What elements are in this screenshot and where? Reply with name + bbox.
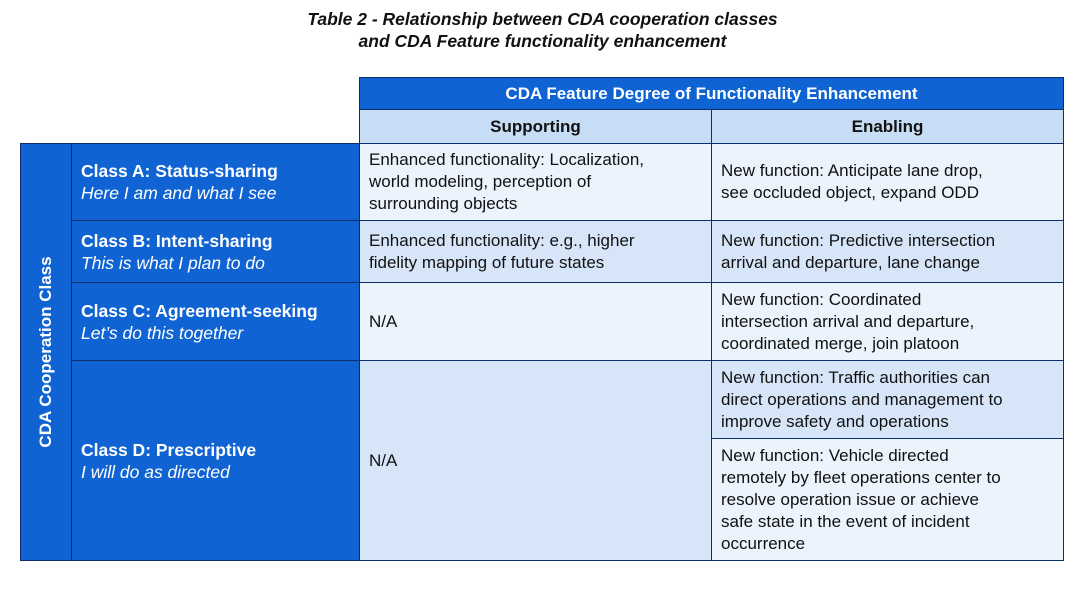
- cell-line: New function: Coordinated: [721, 289, 922, 309]
- caption-line-2: and CDA Feature functionality enhancement: [358, 31, 727, 51]
- sub-header-row: [21, 110, 1064, 144]
- cell-line: fidelity mapping of future states: [369, 252, 605, 272]
- cda-relationship-table: [20, 77, 1064, 561]
- class-b-desc: This is what I plan to do: [81, 252, 265, 273]
- blank-corner-2: [21, 110, 360, 144]
- cell-line: occurrence: [721, 533, 806, 553]
- top-header-row: [21, 78, 1064, 110]
- cell-line: New function: Vehicle directed: [721, 445, 949, 465]
- cell-line: Enhanced functionality: Localization,: [369, 150, 645, 169]
- cell-line: New function: Traffic authorities can: [721, 367, 990, 387]
- class-c-supporting: [360, 283, 712, 361]
- col-header-supporting: Supporting: [360, 110, 712, 144]
- class-a-cell: [72, 144, 360, 221]
- cell-line: world modeling, perception of: [369, 172, 592, 191]
- cell-line: improve safety and operations: [721, 411, 949, 431]
- table-row-class-c: [21, 283, 1064, 361]
- class-b-supporting: [360, 221, 712, 283]
- top-header: CDA Feature Degree of Functionality Enhancement: [360, 78, 1064, 110]
- class-d-name: Class D: Prescriptive: [81, 439, 257, 460]
- caption-line-1: Table 2 - Relationship between CDA cooperation classes: [307, 9, 778, 29]
- class-a-supporting: [360, 144, 712, 221]
- table-row-class-d: [21, 361, 1064, 439]
- cell-line: surrounding objects: [369, 194, 518, 213]
- class-d-cell: [72, 361, 360, 561]
- cell-line: coordinated merge, join platoon: [721, 333, 960, 353]
- cell-line: remotely by fleet operations center to: [721, 467, 1001, 487]
- cell-line: N/A: [369, 311, 398, 331]
- col-header-enabling: Enabling: [712, 110, 1064, 144]
- class-c-cell: [72, 283, 360, 361]
- class-b-name: Class B: Intent-sharing: [81, 230, 273, 251]
- class-d-enabling-1: [712, 361, 1064, 439]
- class-c-name: Class C: Agreement-seeking: [81, 300, 318, 321]
- class-c-desc: Let’s do this together: [81, 322, 244, 343]
- cell-line: arrival and departure, lane change: [721, 252, 980, 272]
- cell-line: safe state in the event of incident: [721, 511, 970, 531]
- table-caption: [0, 8, 1080, 52]
- cell-line: resolve operation issue or achieve: [721, 489, 979, 509]
- class-a-enabling: [712, 144, 1064, 221]
- cell-line: direct operations and management to: [721, 389, 1003, 409]
- class-d-enabling-2: [712, 439, 1064, 561]
- cell-line: New function: Predictive intersection: [721, 230, 996, 250]
- cell-line: intersection arrival and departure,: [721, 311, 975, 331]
- row-group-label: CDA Cooperation Class: [36, 256, 55, 448]
- class-a-name: Class A: Status-sharing: [81, 161, 278, 181]
- class-b-enabling: [712, 221, 1064, 283]
- table-row-class-a: [21, 144, 1064, 221]
- cell-line: N/A: [369, 450, 398, 470]
- class-d-supporting: [360, 361, 712, 561]
- row-group-label-cell: [21, 144, 72, 561]
- blank-corner: [21, 78, 360, 110]
- class-a-desc: Here I am and what I see: [81, 183, 277, 203]
- cell-line: Enhanced functionality: e.g., higher: [369, 230, 635, 250]
- cell-line: see occluded object, expand ODD: [721, 183, 979, 202]
- class-d-desc: I will do as directed: [81, 461, 230, 482]
- class-b-cell: [72, 221, 360, 283]
- class-c-enabling: [712, 283, 1064, 361]
- cell-line: New function: Anticipate lane drop,: [721, 161, 983, 180]
- table-row-class-b: [21, 221, 1064, 283]
